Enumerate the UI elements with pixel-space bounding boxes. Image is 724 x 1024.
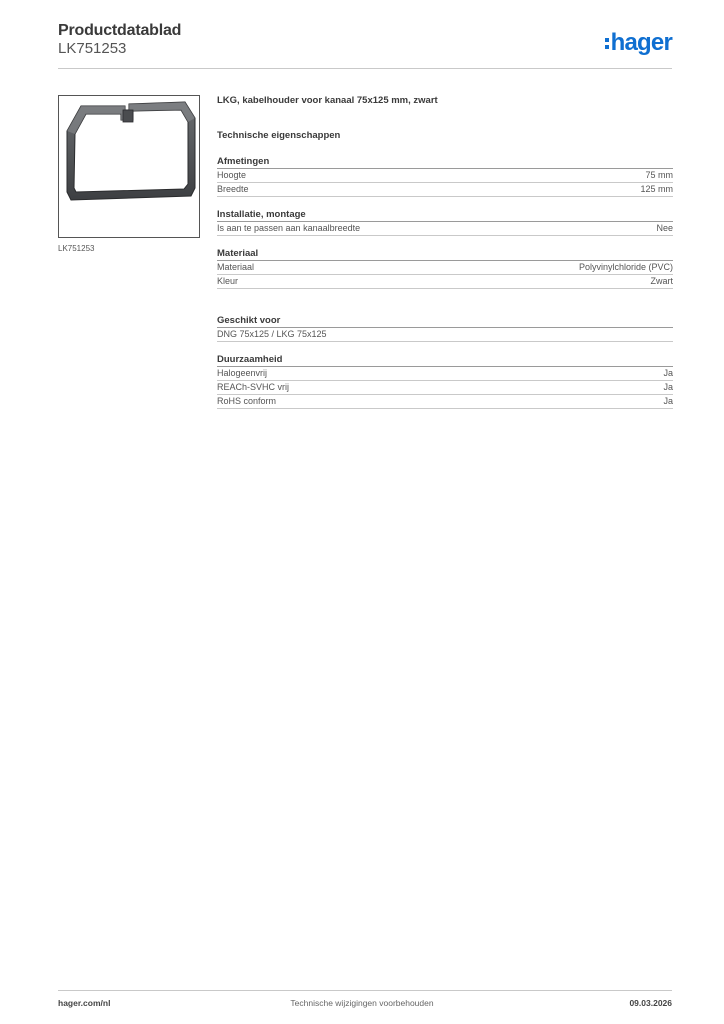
row-label: Materiaal [217, 262, 255, 272]
row-value: Ja [663, 382, 673, 392]
row-label: Is aan te passen aan kanaalbreedte [217, 223, 361, 233]
table-row [217, 381, 673, 395]
page-title: Productdatablad [58, 22, 182, 39]
image-caption: LK751253 [58, 244, 95, 253]
row-label: Halogeenvrij [217, 368, 268, 378]
row-label: Kleur [217, 276, 239, 286]
section-title: Duurzaamheid [217, 353, 673, 367]
row-value: Polyvinylchloride (PVC) [578, 262, 673, 272]
footer-divider [58, 990, 672, 991]
footer-disclaimer: Technische wijzigingen voorbehouden [290, 998, 434, 1008]
table-row [217, 169, 673, 183]
row-value: Nee [656, 223, 673, 233]
footer-website-link[interactable]: hager.com/nl [58, 998, 111, 1008]
row-label: DNG 75x125 / LKG 75x125 [217, 329, 327, 339]
cable-holder-image [59, 96, 199, 237]
product-code: LK751253 [58, 40, 127, 57]
section-duurzaamheid [217, 353, 673, 409]
row-value: 75 mm [645, 170, 673, 180]
section-title: Installatie, montage [217, 208, 673, 222]
row-label: Breedte [217, 184, 249, 194]
section-installatie [217, 208, 673, 236]
section-title: Afmetingen [217, 155, 673, 169]
logo-colon-icon [605, 38, 609, 49]
table-row [217, 367, 673, 381]
row-value: 125 mm [640, 184, 673, 194]
row-value: Ja [663, 368, 673, 378]
product-image [58, 95, 200, 238]
section-geschikt-voor [217, 314, 673, 342]
row-value: Zwart [650, 276, 673, 286]
section-afmetingen [217, 155, 673, 197]
footer-date: 09.03.2026 [629, 998, 672, 1008]
table-row [217, 183, 673, 197]
row-value: Ja [663, 396, 673, 406]
table-row [217, 328, 673, 342]
row-label: RoHS conform [217, 396, 277, 406]
section-materiaal [217, 247, 673, 289]
row-label: REACh-SVHC vrij [217, 382, 290, 392]
tech-properties-heading: Technische eigenschappen [217, 130, 341, 141]
table-row [217, 261, 673, 275]
section-title: Materiaal [217, 247, 673, 261]
table-row [217, 395, 673, 409]
section-title: Geschikt voor [217, 314, 673, 328]
spec-content [217, 95, 673, 409]
table-row [217, 275, 673, 289]
row-label: Hoogte [217, 170, 247, 180]
header-divider [58, 68, 672, 69]
hager-logo [605, 30, 672, 56]
product-name: LKG, kabelhouder voor kanaal 75x125 mm, zwart [217, 95, 438, 106]
table-row [217, 222, 673, 236]
logo-text: hager [610, 29, 672, 56]
